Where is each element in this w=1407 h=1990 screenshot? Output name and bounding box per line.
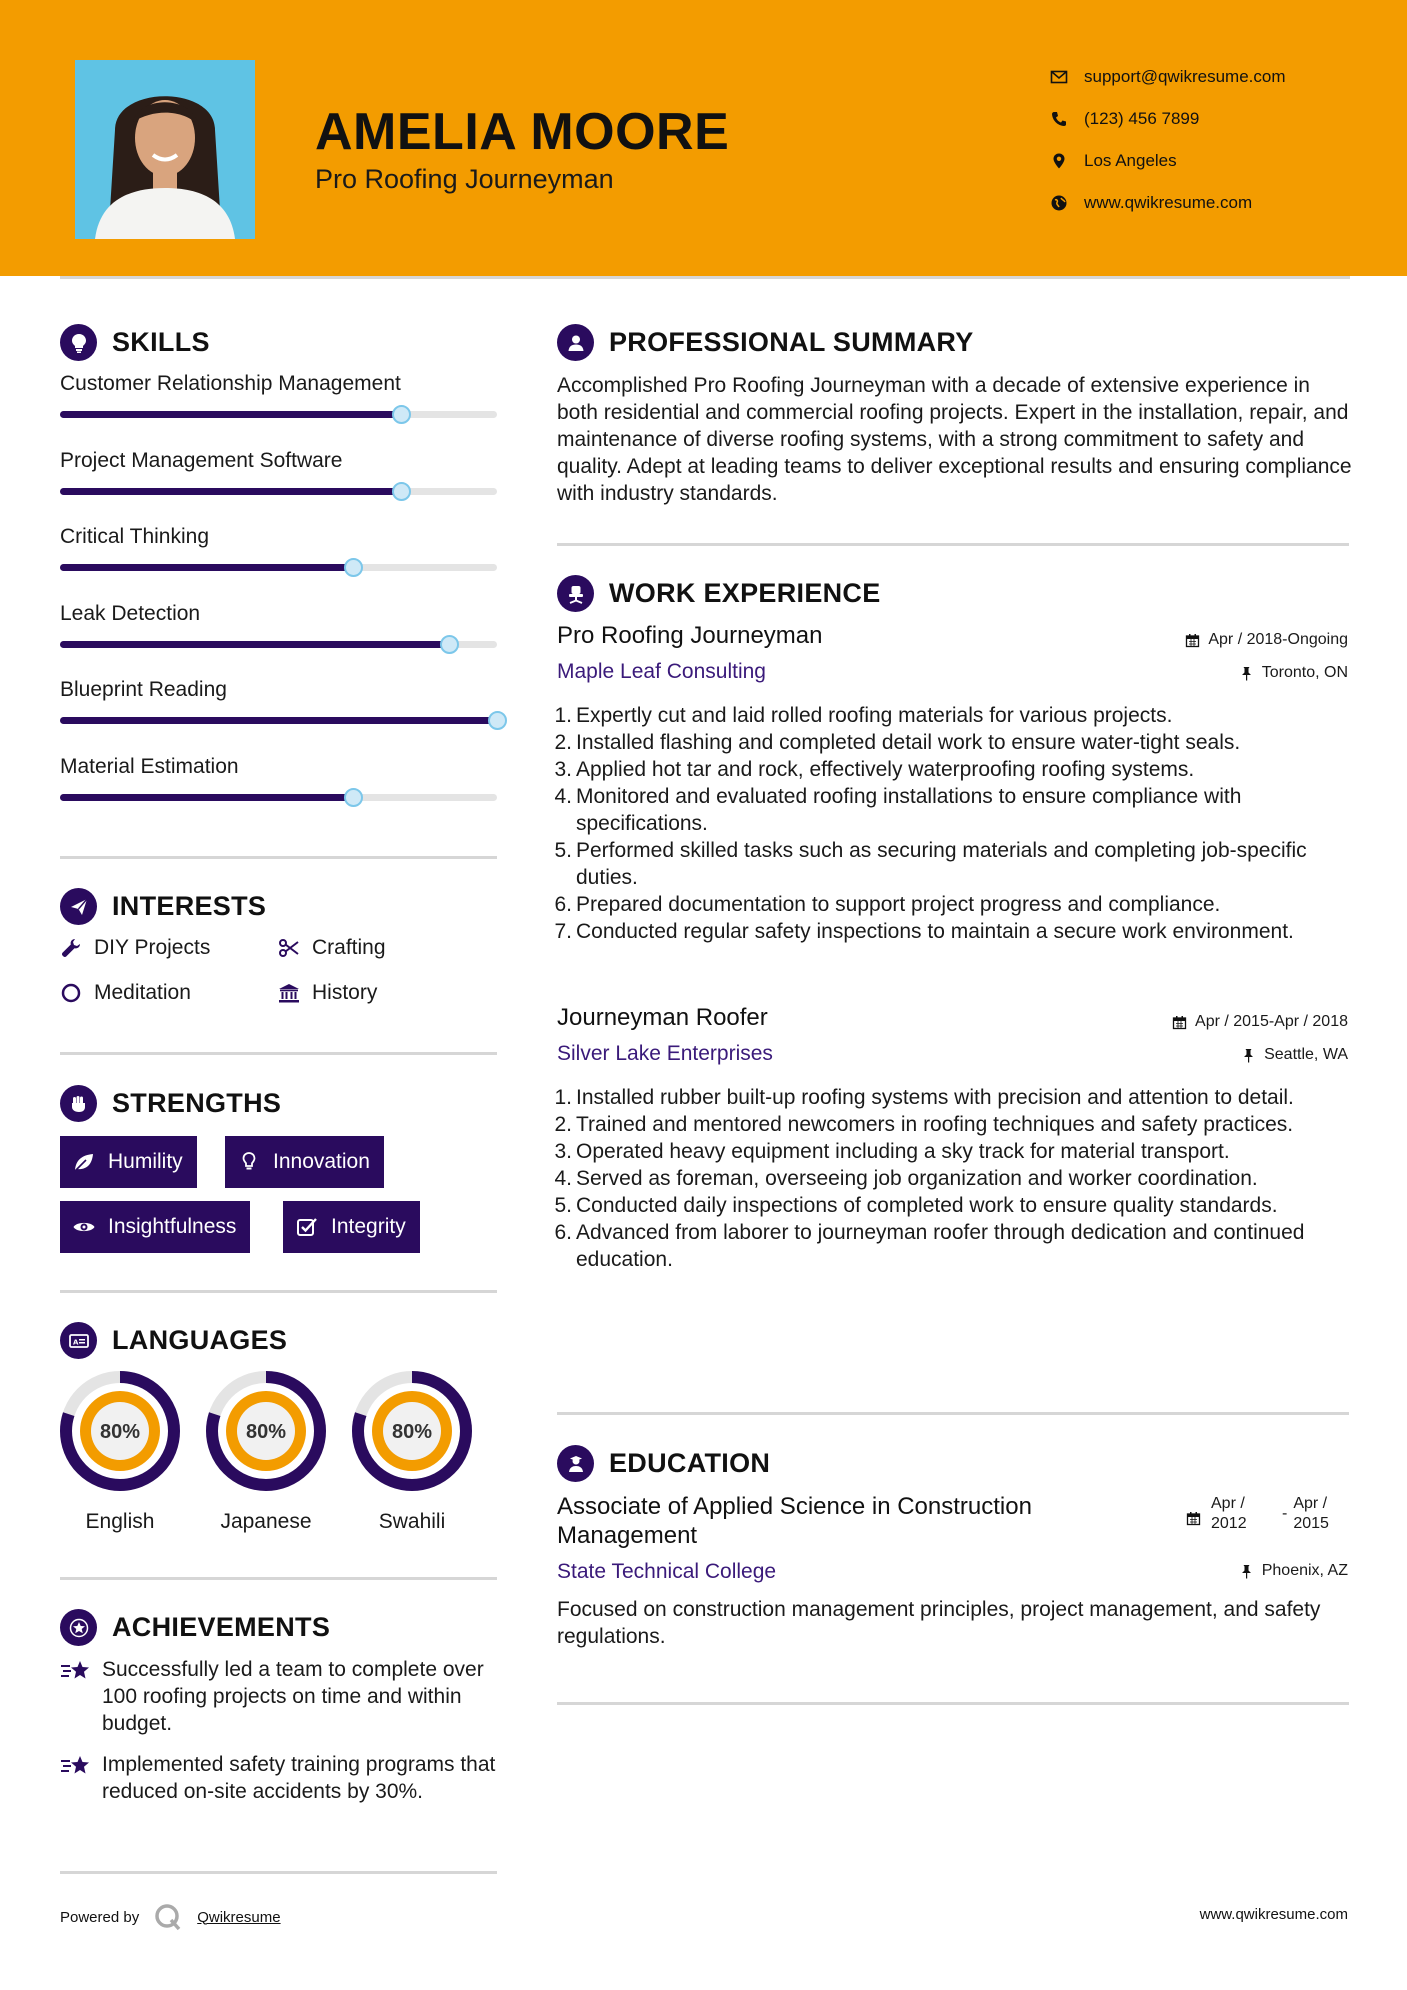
interest-meditation — [60, 981, 191, 1005]
lightbulb-icon — [60, 324, 97, 361]
check-square-icon — [295, 1215, 319, 1239]
skill-bar-knob — [344, 788, 363, 807]
circle-icon — [60, 982, 82, 1004]
interest-label: Meditation — [94, 981, 191, 1004]
office-chair-icon — [557, 575, 594, 612]
eye-icon — [72, 1215, 96, 1239]
pushpin-icon — [1239, 666, 1254, 681]
email-text: support@qwikresume.com — [1084, 67, 1286, 86]
languages-title: LANGUAGES — [112, 1325, 288, 1355]
interests-title: INTERESTS — [112, 891, 267, 921]
bullet-text: Performed skilled tasks such as securing materials and completing job-specific duties. — [576, 839, 1307, 889]
skill-bar-track — [60, 488, 497, 495]
skill-bar-fill — [60, 411, 401, 418]
bullet-text: Installed rubber built-up roofing systems with precision and attention to detail. — [576, 1086, 1294, 1109]
achievements-divider — [60, 1871, 497, 1874]
strengths-divider — [60, 1290, 497, 1293]
strength-label: Innovation — [273, 1150, 370, 1173]
skill-bar-fill — [60, 488, 401, 495]
education-location — [1239, 1562, 1348, 1580]
skills-title: SKILLS — [112, 327, 210, 357]
bullet-number: 5. — [554, 1194, 572, 1217]
education-description: Focused on construction management principles, project management, and safety regulations. — [557, 1598, 1321, 1648]
globe-icon — [1050, 194, 1068, 212]
achievement-item — [60, 1751, 500, 1805]
powered-by-text: Powered by — [60, 1908, 140, 1926]
calendar-icon — [1172, 1015, 1187, 1030]
bullet-item — [553, 783, 1350, 837]
bullet-number: 4. — [554, 785, 572, 808]
strength-label: Insightfulness — [108, 1215, 237, 1238]
job-title: Pro Roofing Journeyman — [557, 622, 823, 649]
languages-divider — [60, 1577, 497, 1580]
footer-website[interactable]: www.qwikresume.com — [1199, 1906, 1348, 1923]
svg-text:A: A — [72, 1338, 78, 1346]
language-ring — [350, 1369, 474, 1493]
skill-item — [60, 372, 497, 396]
bullet-text: Conducted regular safety inspections to maintain a secure work environment. — [576, 920, 1294, 943]
strength-humility — [60, 1136, 197, 1188]
strength-label: Integrity — [331, 1215, 406, 1238]
phone-text: (123) 456 7899 — [1084, 109, 1200, 128]
skill-label: Leak Detection — [60, 601, 201, 625]
bullet-number: 3. — [554, 1140, 572, 1163]
bullet-item — [553, 891, 1350, 918]
raised-fist-icon — [60, 1085, 97, 1122]
bullet-item — [553, 837, 1350, 891]
contact-phone[interactable] — [1050, 98, 1380, 140]
language-label: Swahili — [378, 1510, 446, 1533]
contact-website[interactable] — [1050, 182, 1380, 224]
bullet-item — [553, 1165, 1350, 1192]
education-title: EDUCATION — [609, 1448, 771, 1478]
interest-label: Crafting — [312, 936, 386, 959]
footer-powered-by — [60, 1902, 281, 1932]
language-item — [58, 1369, 182, 1534]
bullet-number: 5. — [554, 839, 572, 862]
skill-bar-knob — [488, 711, 507, 730]
degree-title: Associate of Applied Science in Construction Management — [557, 1493, 1032, 1549]
skill-bar-knob — [392, 405, 411, 424]
summary-divider — [557, 543, 1349, 546]
bullet-number: 2. — [554, 1113, 572, 1136]
location-text: Los Angeles — [1084, 151, 1177, 170]
summary-heading — [557, 324, 974, 361]
bullet-number: 1. — [554, 1086, 572, 1109]
achievement-text: Successfully led a team to complete over 100 roofing projects on time and within budget. — [102, 1658, 484, 1735]
contact-list — [1050, 56, 1380, 224]
job-company: Maple Leaf Consulting — [557, 660, 766, 683]
achievements-heading — [60, 1609, 330, 1646]
header-divider — [60, 276, 1350, 279]
calendar-icon — [1185, 633, 1200, 648]
interest-history — [278, 981, 377, 1005]
bullet-text: Monitored and evaluated roofing installations to ensure compliance with specifications. — [576, 785, 1242, 835]
job-location-text: Toronto, ON — [1261, 664, 1348, 681]
job-title: Journeyman Roofer — [557, 1004, 768, 1031]
skill-bar-track — [60, 411, 497, 418]
interest-label: DIY Projects — [94, 936, 211, 959]
strengths-heading — [60, 1085, 281, 1122]
skill-item — [60, 678, 497, 702]
brand-link[interactable]: Qwikresume — [197, 1908, 281, 1926]
languages-heading — [60, 1322, 287, 1359]
language-item — [350, 1369, 474, 1534]
envelope-icon — [1050, 68, 1068, 86]
skill-item — [60, 602, 497, 626]
candidate-name: AMELIA MOORE — [315, 103, 730, 161]
job-location — [1239, 664, 1348, 682]
strength-integrity — [283, 1201, 420, 1253]
bullet-number: 2. — [554, 731, 572, 754]
user-icon — [557, 324, 594, 361]
skill-bar-knob — [440, 635, 459, 654]
header-band — [0, 0, 1407, 276]
pushpin-icon — [1241, 1048, 1256, 1063]
skill-bar-track — [60, 564, 497, 571]
bullet-item — [553, 729, 1350, 756]
summary-text: Accomplished Pro Roofing Journeyman with a decade of extensive experience in both residential and commercial roofing projects. Expert in the installation, repair, and maintenance of diverse roofing systems, with a strong commitment to safety and quality. Adept at leading teams to deliver exceptional results and ensuring compliance with industry standards. — [557, 374, 1352, 505]
skill-label: Material Estimation — [60, 754, 239, 778]
bullet-text: Trained and mentored newcomers in roofing techniques and safety practices. — [576, 1113, 1294, 1136]
strength-innovation — [225, 1136, 384, 1188]
job-dates — [1185, 631, 1348, 649]
interest-crafting — [278, 936, 386, 960]
skills-divider — [60, 856, 497, 859]
job-location — [1241, 1046, 1348, 1064]
bullet-item — [553, 1138, 1350, 1165]
experience-divider — [557, 1412, 1349, 1415]
skill-item — [60, 449, 497, 473]
experience-heading — [557, 575, 881, 612]
contact-email[interactable] — [1050, 56, 1380, 98]
skill-item — [60, 755, 497, 779]
phone-icon — [1050, 110, 1068, 128]
date-separator: - — [1282, 1505, 1288, 1522]
achievement-text: Implemented safety training programs that reduced on-site accidents by 30%. — [102, 1753, 496, 1803]
interests-heading — [60, 888, 266, 925]
profile-photo — [75, 60, 255, 239]
job-responsibilities — [553, 702, 1350, 945]
job-company: Silver Lake Enterprises — [557, 1042, 773, 1065]
bullet-text: Expertly cut and laid rolled roofing materials for various projects. — [576, 704, 1173, 727]
calendar-icon — [1186, 1511, 1201, 1526]
bullet-number: 1. — [554, 704, 572, 727]
skill-label: Project Management Software — [60, 448, 343, 472]
skill-label: Blueprint Reading — [60, 678, 227, 701]
skill-bar-fill — [60, 717, 497, 724]
skill-bar-knob — [344, 558, 363, 577]
skill-bar-fill — [60, 564, 353, 571]
bullet-number: 6. — [554, 893, 572, 916]
website-text: www.qwikresume.com — [1084, 193, 1253, 212]
bullet-text: Served as foreman, overseeing job organization and worker coordination. — [576, 1167, 1258, 1190]
shooting-star-icon — [60, 1658, 92, 1686]
bullet-text: Advanced from laborer to journeyman roofer through dedication and continued education. — [576, 1221, 1305, 1271]
experience-title: WORK EXPERIENCE — [609, 578, 881, 608]
bullet-number: 4. — [554, 1167, 572, 1190]
pushpin-icon — [1239, 1564, 1254, 1579]
bullet-item — [553, 918, 1350, 945]
strength-label: Humility — [108, 1150, 183, 1173]
bullet-item — [553, 1111, 1350, 1138]
bullet-text: Applied hot tar and rock, effectively waterproofing roofing systems. — [576, 758, 1195, 781]
skill-bar-fill — [60, 641, 449, 648]
education-start: Apr / 2012 — [1211, 1495, 1247, 1532]
summary-title: PROFESSIONAL SUMMARY — [609, 327, 974, 357]
bullet-item — [553, 1084, 1350, 1111]
job-dates-text: Apr / 2018-Ongoing — [1208, 631, 1348, 648]
bullet-number: 7. — [554, 920, 572, 943]
skill-label: Customer Relationship Management — [60, 372, 401, 395]
paper-plane-icon — [60, 888, 97, 925]
language-percent: 80% — [99, 1421, 141, 1443]
contact-location — [1050, 140, 1380, 182]
skill-bar-track — [60, 794, 497, 801]
skill-bar-track — [60, 641, 497, 648]
skill-bar-knob — [392, 482, 411, 501]
bullet-text: Operated heavy equipment including a sky track for material transport. — [576, 1140, 1230, 1163]
job-dates — [1172, 1013, 1348, 1031]
map-pin-icon — [1050, 152, 1068, 170]
education-heading — [557, 1445, 770, 1482]
language-card-icon — [60, 1322, 97, 1359]
bullet-item — [553, 1192, 1350, 1219]
qwikresume-logo-icon — [153, 1902, 183, 1932]
education-dates — [1186, 1494, 1348, 1534]
achievements-title: ACHIEVEMENTS — [112, 1612, 331, 1642]
lightbulb-icon — [237, 1150, 261, 1174]
strengths-title: STRENGTHS — [112, 1088, 282, 1118]
language-percent: 80% — [391, 1421, 433, 1443]
bullet-item — [553, 702, 1350, 729]
star-badge-icon — [60, 1609, 97, 1646]
language-label: English — [85, 1510, 155, 1533]
skill-item — [60, 525, 497, 549]
strength-insightfulness — [60, 1201, 250, 1253]
skills-heading — [60, 324, 210, 361]
education-divider — [557, 1702, 1349, 1705]
language-percent: 80% — [245, 1421, 287, 1443]
language-item — [204, 1369, 328, 1534]
skill-label: Critical Thinking — [60, 525, 209, 548]
education-end: Apr / 2015 — [1293, 1495, 1329, 1532]
language-label: Japanese — [220, 1510, 312, 1533]
language-ring — [204, 1369, 328, 1493]
job-responsibilities — [553, 1084, 1350, 1273]
shooting-star-icon — [60, 1753, 92, 1781]
bullet-item — [553, 1219, 1350, 1273]
scissors-icon — [278, 937, 300, 959]
bullet-item — [553, 756, 1350, 783]
graduate-icon — [557, 1445, 594, 1482]
bullet-number: 3. — [554, 758, 572, 781]
bullet-number: 6. — [554, 1221, 572, 1244]
wrench-icon — [60, 937, 82, 959]
leaf-icon — [72, 1150, 96, 1174]
interest-diy-projects — [60, 936, 210, 960]
candidate-title: Pro Roofing Journeyman — [315, 164, 614, 194]
language-ring — [58, 1369, 182, 1493]
bullet-text: Conducted daily inspections of completed work to ensure quality standards. — [576, 1194, 1278, 1217]
bullet-text: Installed flashing and completed detail work to ensure water-tight seals. — [576, 731, 1241, 754]
interest-label: History — [312, 981, 378, 1004]
skill-bar-track — [60, 717, 497, 724]
museum-icon — [278, 982, 300, 1004]
skill-bar-fill — [60, 794, 353, 801]
interests-divider — [60, 1052, 497, 1055]
bullet-text: Prepared documentation to support project progress and compliance. — [576, 893, 1221, 916]
achievement-item — [60, 1656, 500, 1737]
job-dates-text: Apr / 2015-Apr / 2018 — [1195, 1013, 1348, 1030]
education-location-text: Phoenix, AZ — [1261, 1562, 1348, 1579]
school-name: State Technical College — [557, 1560, 777, 1583]
job-location-text: Seattle, WA — [1264, 1046, 1348, 1063]
